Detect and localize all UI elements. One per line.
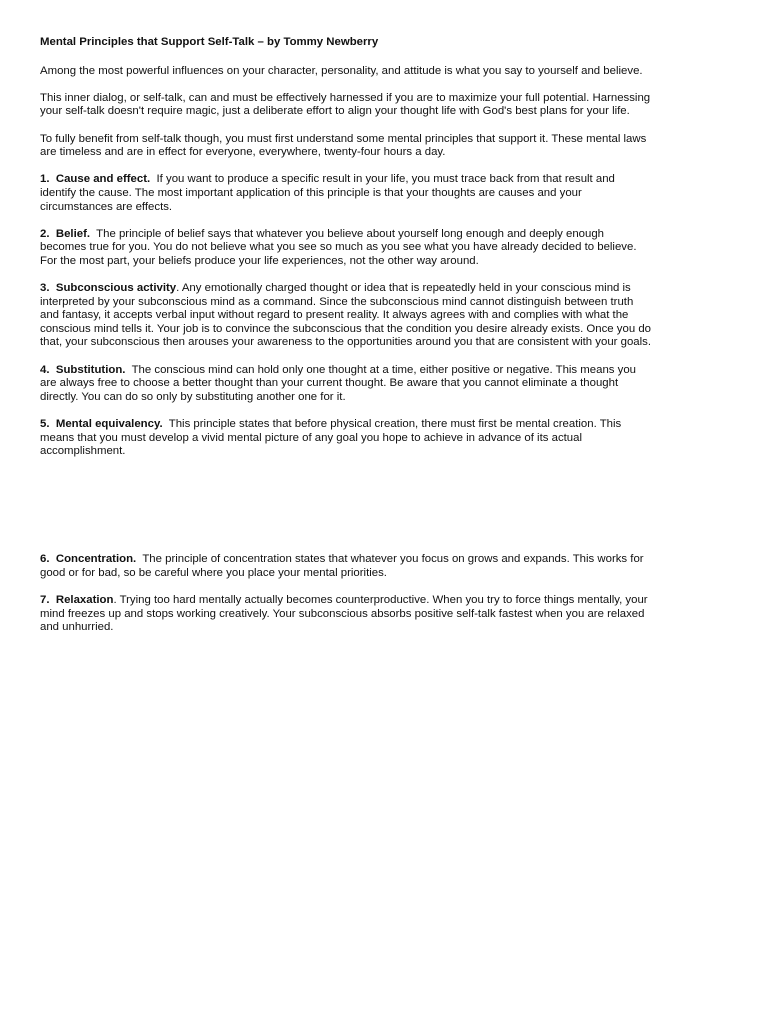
intro-paragraph-1: Among the most powerful influences on your character, personality, and attitude is what you say to yourself and believe. [40,64,643,77]
principle-text: If you want to produce a specific result in your life, you must trace back from that result and identify the cause. The most important application of this principle is that your thoughts are causes and your circumstances are effects. [40,173,615,213]
principle-mental-equivalency [40,418,652,459]
principle-name: Substitution. [55,363,126,376]
principle-number: 4. [40,363,50,376]
principle-number: 1. [40,173,50,186]
principle-text: . Trying too hard mentally actually becomes counterproductive. When you try to force things mentally, your mind freezes up and stops working creatively. Your subconscious absorbs positive self-talk fastest when you are relaxed and unhurried. [40,594,648,634]
principle-number: 2. [40,227,50,240]
principle-name: Concentration. [55,553,137,566]
principle-number: 6. [40,553,50,566]
principle-name: Belief. [55,227,91,240]
principle-name: Relaxation [55,594,114,607]
document-body [40,36,652,649]
principle-name: Cause and effect. [55,173,151,186]
principle-text: The conscious mind can hold only one thought at a time, either positive or negative. This means you are always free to choose a better thought than your current thought. Be aware that you cannot eliminate a thought directly. You can do so only by substituting another one for it. [40,363,637,403]
principle-substitution [40,364,652,405]
principle-number: 7. [40,594,50,607]
principle-text: The principle of belief says that whatever you believe about yourself long enough and deeply enough becomes true for you. You do not believe what you see so much as you see what you have already decided to believe. For the most part, your beliefs produce your life experiences, not the other way around. [40,227,637,267]
principle-number: 5. [40,418,50,431]
principle-relaxation [40,594,652,635]
principle-text: This principle states that before physical creation, there must first be mental creation. This means that you must develop a vivid mental picture of any goal you hope to achieve in advance of its actual accomplishment. [40,418,622,458]
principle-name: Mental equivalency. [55,418,163,431]
principle-text: . Any emotionally charged thought or idea that is repeatedly held in your conscious mind is interpreted by your subconscious mind as a command. Since the subconscious mind cannot distinguish between truth and fantasy, it accepts verbal input without regard to present reality. It always agrees with and complies with what the conscious mind tells it. Your job is to convince the subconscious that the condition you desire already exists. Once you do that, your subconscious then arouses your awareness to the opportunities around you that are consistent with your goals. [40,282,652,349]
blank-space [40,472,652,553]
principle-subconscious-activity [40,282,652,350]
principle-cause-and-effect [40,173,652,214]
intro-paragraph-3: To fully benefit from self-talk though, you must first understand some mental principles that support it. These mental laws are timeless and are in effect for everyone, everywhere, twenty-four hours a day. [40,132,647,159]
principle-belief [40,228,652,269]
intro-paragraph-2: This inner dialog, or self-talk, can and must be effectively harnessed if you are to maximize your full potential. Harnessing your self-talk doesn't require magic, just a deliberate effort to align your thought life with God's best plans for your life. [40,91,651,118]
document-title: Mental Principles that Support Self-Talk – by Tommy Newberry [40,36,379,48]
principle-number: 3. [40,282,50,295]
principle-name: Subconscious activity [55,282,177,295]
principle-text: The principle of concentration states that whatever you focus on grows and expands. This works for good or for bad, so be careful where you place your mental priorities. [40,553,644,579]
principle-concentration [40,553,652,580]
